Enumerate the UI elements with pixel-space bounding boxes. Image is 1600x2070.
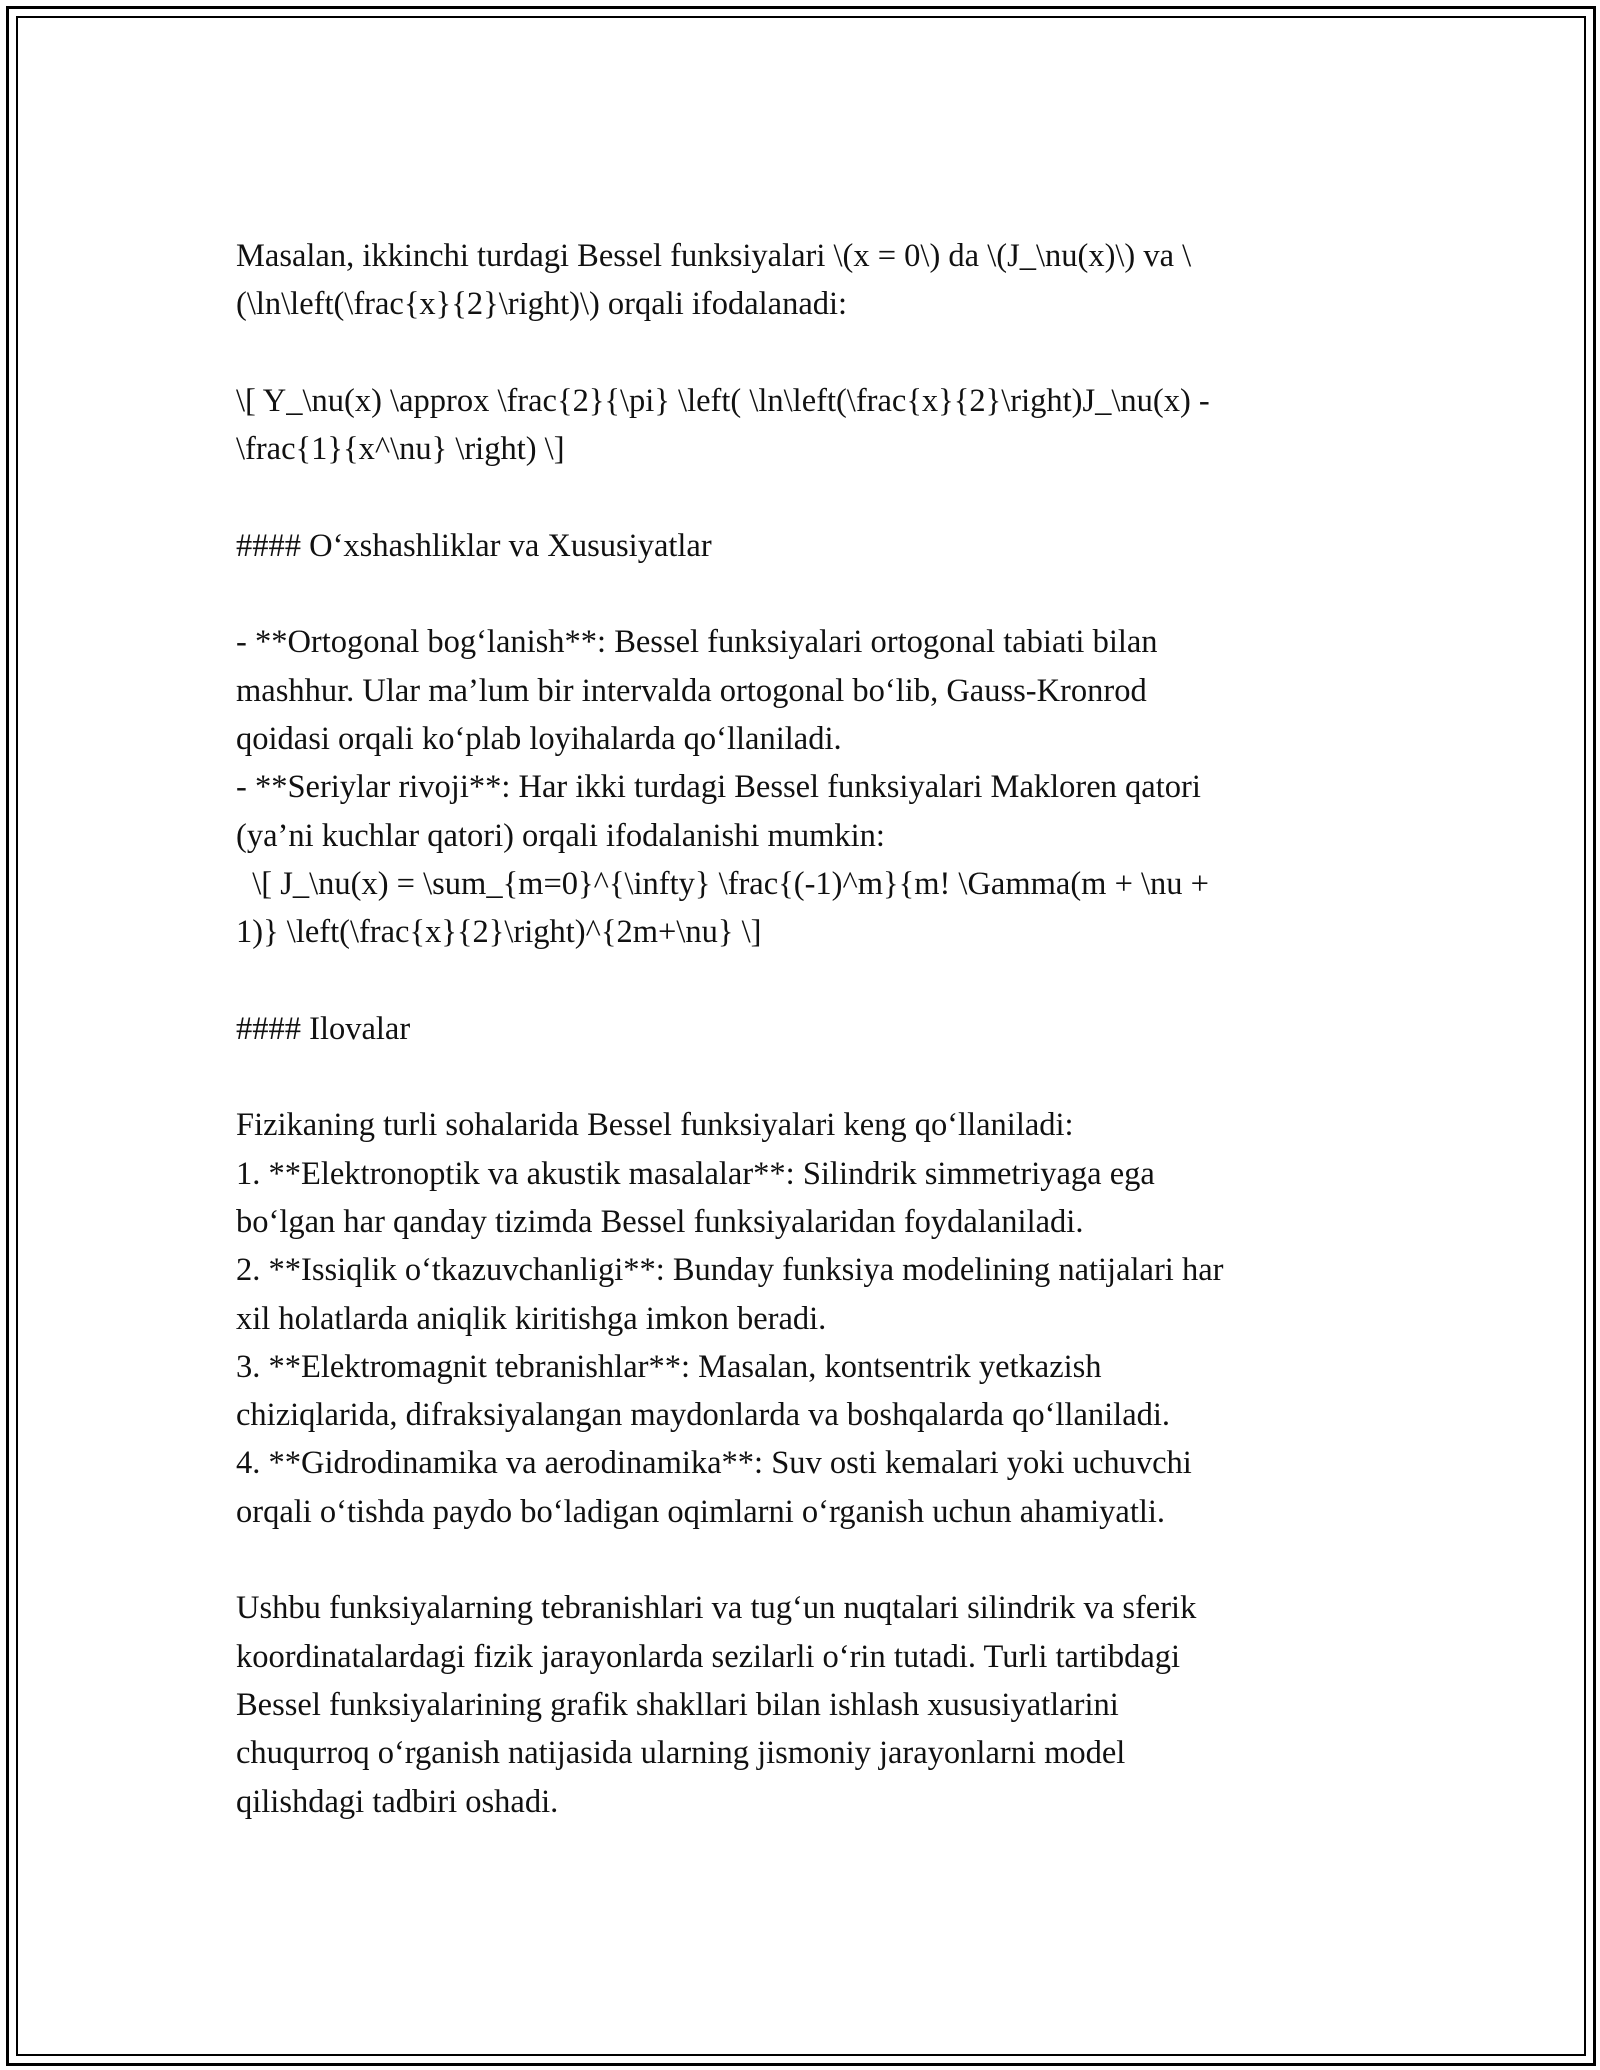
text-line: 1)} \left(\frac{x}{2}\right)^{2m+\nu} \] (236, 914, 762, 951)
paragraph-applications-list (236, 1101, 1376, 1536)
text-line: bo‘lgan har qanday tizimda Bessel funksiyalaridan foydalaniladi. (236, 1203, 1084, 1240)
text-line: \[ J_\nu(x) = \sum_{m=0}^{\infty} \frac{(-1)^m}{m! \Gamma(m + \nu + (236, 865, 1210, 902)
text-line: - **Seriylar rivoji**: Har ikki turdagi Bessel funksiyalari Makloren qatori (236, 769, 1201, 806)
text-line: \frac{1}{x^\nu} \right) \] (236, 431, 565, 468)
text-line: #### O‘xshashliklar va Xususiyatlar (236, 527, 712, 564)
text-line: 2. **Issiqlik o‘tkazuvchanligi**: Bunday funksiya modelining natijalari har (236, 1252, 1224, 1289)
text-line: Ushbu funksiyalarning tebranishlari va tug‘un nuqtalari silindrik va sferik (236, 1590, 1197, 1627)
text-line: Masalan, ikkinchi turdagi Bessel funksiyalari \(x = 0\) da \(J_\nu(x)\) va \ (236, 238, 1192, 274)
text-line: chiziqlarida, difraksiyalangan maydonlarda va boshqalarda qo‘llaniladi. (236, 1397, 1171, 1434)
paragraph-spacer (236, 473, 1376, 521)
text-line: #### Ilovalar (236, 1010, 411, 1047)
text-line: (\ln\left(\frac{x}{2}\right)\) orqali ifodalanadi: (236, 286, 848, 323)
text-line: 3. **Elektromagnit tebranishlar**: Masalan, kontsentrik yetkazish (236, 1348, 1102, 1385)
text-line: orqali o‘tishda paydo bo‘ladigan oqimlarni o‘rganish uchun ahamiyatli. (236, 1493, 1166, 1530)
paragraph-formula-y (236, 377, 1376, 474)
heading-applications (236, 1005, 1376, 1053)
text-line: Fizikaning turli sohalarida Bessel funksiyalari keng qo‘llaniladi: (236, 1107, 1074, 1144)
text-line: qilishdagi tadbiri oshadi. (236, 1783, 559, 1820)
heading-similarities (236, 522, 1376, 570)
text-line: xil holatlarda aniqlik kiritishga imkon beradi. (236, 1300, 827, 1337)
text-line: Bessel funksiyalarining grafik shakllari bilan ishlash xususiyatlarini (236, 1686, 1119, 1723)
text-line: 4. **Gidrodinamika va aerodinamika**: Suv osti kemalari yoki uchuvchi (236, 1445, 1192, 1482)
text-line: koordinatalardagi fizik jarayonlarda sezilarli o‘rin tutadi. Turli tartibdagi (236, 1638, 1181, 1675)
paragraph-properties-list (236, 618, 1376, 956)
paragraph-spacer (236, 329, 1376, 377)
paragraph-intro (236, 232, 1376, 329)
paragraph-spacer (236, 1536, 1376, 1584)
text-line: mashhur. Ular ma’lum bir intervalda ortogonal bo‘lib, Gauss-Kronrod (236, 672, 1147, 709)
text-line: qoidasi orqali ko‘plab loyihalarda qo‘llaniladi. (236, 720, 842, 757)
paragraph-spacer (236, 570, 1376, 618)
paragraph-spacer (236, 956, 1376, 1004)
text-line: chuqurroq o‘rganish natijasida ularning jismoniy jarayonlarni model (236, 1735, 1126, 1772)
document-body (236, 232, 1376, 1826)
text-line: (ya’ni kuchlar qatori) orqali ifodalanishi mumkin: (236, 817, 885, 854)
text-line: 1. **Elektronoptik va akustik masalalar**: Silindrik simmetriyaga ega (236, 1155, 1155, 1192)
text-line: \[ Y_\nu(x) \approx \frac{2}{\pi} \left( \ln\left(\frac{x}{2}\right)J_\nu(x) - (236, 382, 1210, 419)
text-line: - **Ortogonal bog‘lanish**: Bessel funksiyalari ortogonal tabiati bilan (236, 624, 1158, 661)
paragraph-conclusion (236, 1584, 1376, 1825)
paragraph-spacer (236, 1053, 1376, 1101)
